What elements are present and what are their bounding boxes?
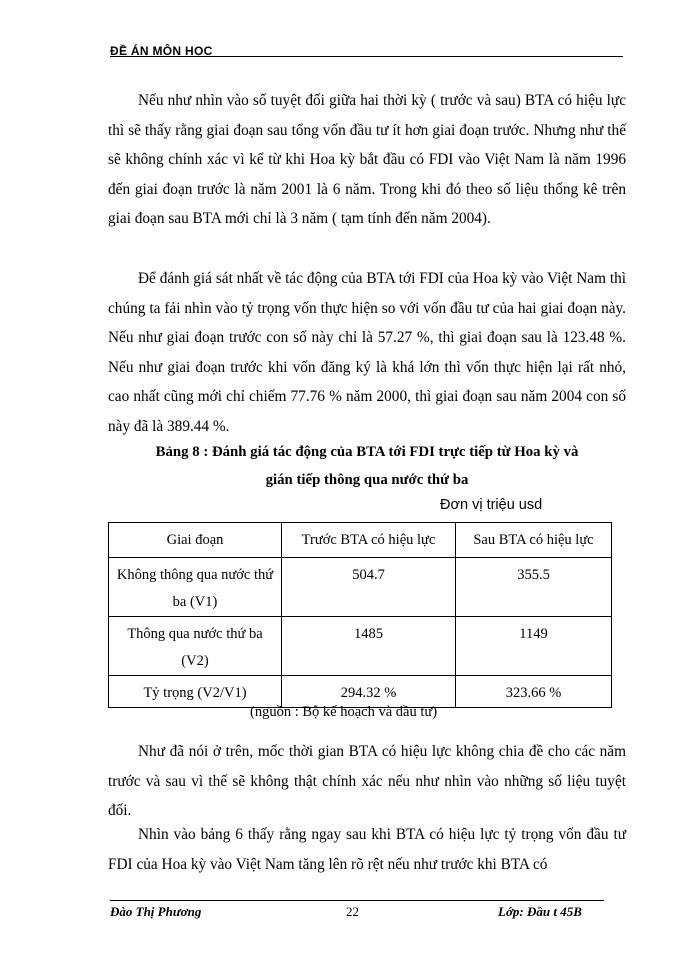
table-cell: 504.7 xyxy=(282,558,456,617)
footer-divider xyxy=(110,900,604,901)
table-cell: 1485 xyxy=(282,617,456,676)
header-divider xyxy=(110,56,623,57)
table-cell: Thông qua nước thứ ba (V2) xyxy=(109,617,282,676)
table-source: (nguồn : Bộ kế hoạch và đầu tư) xyxy=(250,704,438,720)
table-caption-line-1: Bảng 8 : Đánh giá tác động của BTA tới FDI trực tiếp từ Hoa kỳ và xyxy=(155,444,579,460)
table-unit: Đơn vị triệu usd xyxy=(440,497,543,513)
table-cell: Tỷ trọng (V2/V1) xyxy=(109,676,282,708)
table-cell: 294.32 % xyxy=(282,676,456,708)
data-table xyxy=(108,522,612,708)
paragraph-1: Nếu như nhìn vào số tuyệt đối giữa hai thời kỳ ( trước và sau) BTA có hiệu lực thì sẽ thấy rằng giai đoạn sau tổng vốn đầu tư ít hơn giai đoạn trước. Nhưng như thế sẽ không chính xác vì kể từ khi Hoa kỳ bắt đầu có FDI vào Việt Nam là năm 1996 đến giai đoạn trước là năm 2001 là 6 năm. Trong khi đó theo số liệu thống kê trên giai đoạn sau BTA mới chỉ là 3 năm ( tạm tính đến năm 2004). xyxy=(108,92,626,228)
table-header-row xyxy=(109,523,612,558)
table-caption-line-2: gián tiếp thông qua nước thứ ba xyxy=(265,472,469,488)
paragraph-4: Nhìn vào bảng 6 thấy rằng ngay sau khi BTA có hiệu lực tỷ trọng vốn đầu tư FDI của Hoa kỳ vào Việt Nam tăng lên rõ rệt nếu như trước khi BTA có xyxy=(108,826,626,873)
table-cell: 1149 xyxy=(456,617,612,676)
document-header: ĐỀ ÁN MÔN HỌC xyxy=(110,44,213,58)
table-cell: Không thông qua nước thứ ba (V1) xyxy=(109,558,282,617)
paragraph-3: Như đã nói ở trên, mốc thời gian BTA có hiệu lực không chia đề cho các năm trước và sau vì thế sẽ không thật chính xác nếu như nhìn vào những số liệu tuyệt đối. xyxy=(108,743,626,820)
paragraph-2: Để đánh giá sát nhất về tác động của BTA tới FDI của Hoa kỳ vào Việt Nam thì chúng ta fải nhìn vào tỷ trọng vốn thực hiện so với vốn đầu tư của hai giai đoạn này. Nếu như giai đoạn trước con số này chỉ là 57.27 %, thì giai đoạn sau là 123.48 %. Nếu như giai đoạn trước khi vốn đăng ký là khá lớn thì vốn thực hiện lại rất nhỏ, cao nhất cũng mới chỉ chiếm 77.76 % năm 2000, thì giai đoạn sau năm 2004 con số này đã là 389.44 %. xyxy=(108,270,626,435)
page-number: 22 xyxy=(346,904,359,919)
table-header-cell: Giai đoạn xyxy=(109,523,282,558)
table-cell: 355.5 xyxy=(456,558,612,617)
table-header-cell: Trước BTA có hiệu lực xyxy=(282,523,456,558)
table-row xyxy=(109,558,612,617)
table-cell: 323.66 % xyxy=(456,676,612,708)
footer-class: Lớp: Đầu t 45B xyxy=(498,904,582,919)
table-row xyxy=(109,676,612,708)
table-header-cell: Sau BTA có hiệu lực xyxy=(456,523,612,558)
table-row xyxy=(109,617,612,676)
footer-author: Đào Thị Phương xyxy=(110,904,202,919)
